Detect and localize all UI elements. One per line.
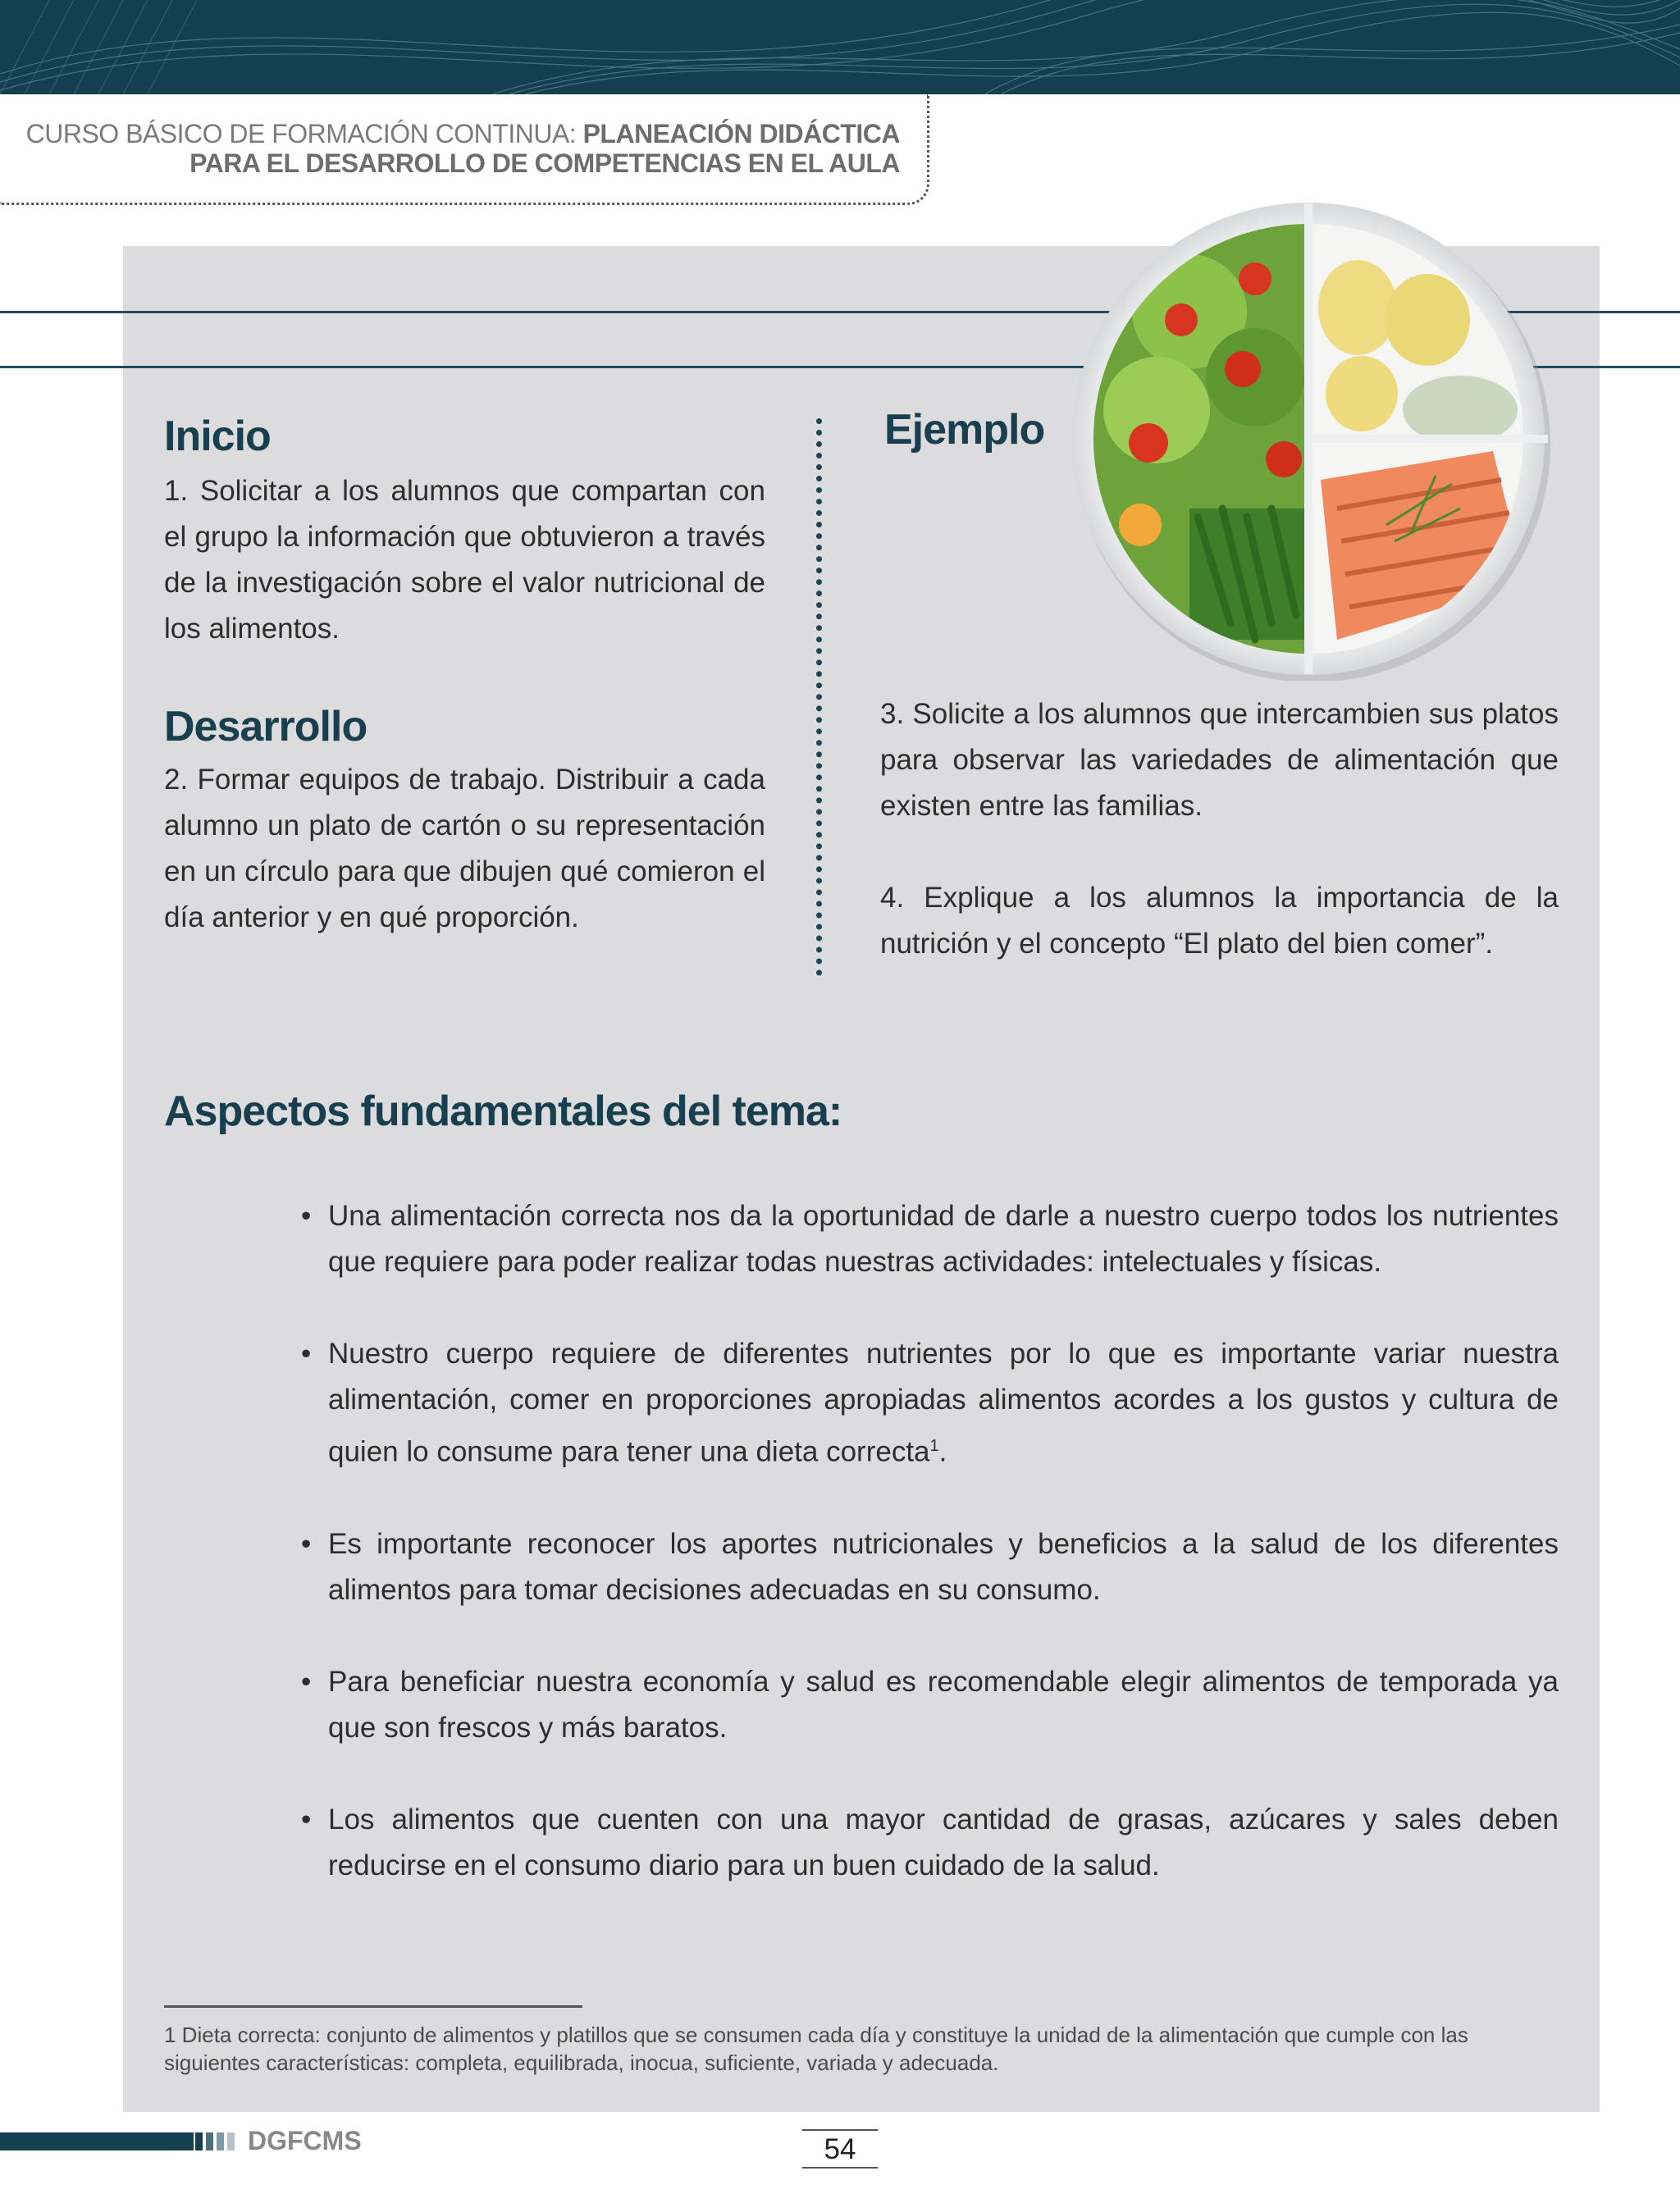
course-title <box>26 119 900 178</box>
course-prefix: CURSO BÁSICO DE FORMACIÓN CONTINUA: <box>25 119 577 148</box>
desarrollo-text: 2. Formar equipos de trabajo. Distribuir a cada alumno un plato de cartón o su representación en un círculo para que dibujen qué comieron el día anterior y en qué proporción. <box>164 764 765 933</box>
inicio-heading: Inicio <box>164 413 271 460</box>
list-item: • Para beneficiar nuestra economía y salud es recomendable elegir alimentos de temporada ya que son frescos y más baratos. <box>299 1659 1559 1751</box>
ejemplo-step-4: 4. Explique a los alumnos la importancia de la nutrición y el concepto “El plato del bien comer”. <box>880 882 1559 960</box>
course-bold-line1: PLANEACIÓN DIDÁCTICA <box>582 119 900 148</box>
course-header <box>0 94 931 205</box>
footnote-rule <box>164 2005 582 2008</box>
footnote-ref: 1 <box>929 1437 939 1455</box>
list-item <box>299 1331 1559 1475</box>
list-item: • Los alimentos que cuenten con una mayor cantidad de grasas, azúcares y sales deben reducirse en el consumo diario para un buen cuidado de la salud. <box>299 1797 1559 1889</box>
list-item: • Una alimentación correcta nos da la oportunidad de darle a nuestro cuerpo todos los nutrientes que requiere para poder realizar todas nuestras actividades: intelectuales y físicas. <box>299 1193 1559 1285</box>
top-banner <box>0 0 1680 94</box>
ejemplo-step-3: 3. Solicite a los alumnos que intercambien sus platos para observar las variedades de alimentación que existen entre las familias. <box>880 698 1559 822</box>
footer-brand: DGFCMS <box>248 2126 362 2155</box>
list-item-text: Nuestro cuerpo requiere de diferentes nutrientes por lo que es importante variar nuestra alimentación, comer en proporciones apropiadas alimentos acordes a los gustos y cultura de quien lo consume para tener una dieta correcta <box>328 1338 1559 1468</box>
inicio-text: 1. Solicitar a los alumnos que compartan con el grupo la información que obtuvieron a través de la investigación sobre el valor nutricional de los alimentos. <box>164 475 765 645</box>
banner-wave-pattern <box>0 0 1680 94</box>
course-bold-line2: PARA EL DESARROLLO DE COMPETENCIAS EN EL AULA <box>189 148 900 178</box>
footer-bar <box>0 2132 194 2150</box>
desarrollo-heading: Desarrollo <box>164 703 368 750</box>
list-item: • Es importante reconocer los aportes nutricionales y beneficios a la salud de los diferentes alimentos para tomar decisiones adecuadas en su consumo. <box>299 1521 1559 1613</box>
page-number: 54 <box>802 2129 878 2169</box>
ejemplo-heading: Ejemplo <box>884 406 1045 454</box>
aspectos-list <box>299 1193 1559 1935</box>
aspectos-heading: Aspectos fundamentales del tema: <box>164 1088 842 1135</box>
footer-blocks <box>195 2132 238 2150</box>
plate-image <box>1066 197 1550 681</box>
list-item-end: . <box>938 1435 947 1468</box>
column-divider <box>816 418 822 976</box>
footnote: 1 Dieta correcta: conjunto de alimentos y platillos que se consumen cada día y constituye la unidad de la alimentación que cumple con las siguientes características: completa, equilibrada, inocua, suficiente, variada y adecuada. <box>164 2023 1468 2075</box>
